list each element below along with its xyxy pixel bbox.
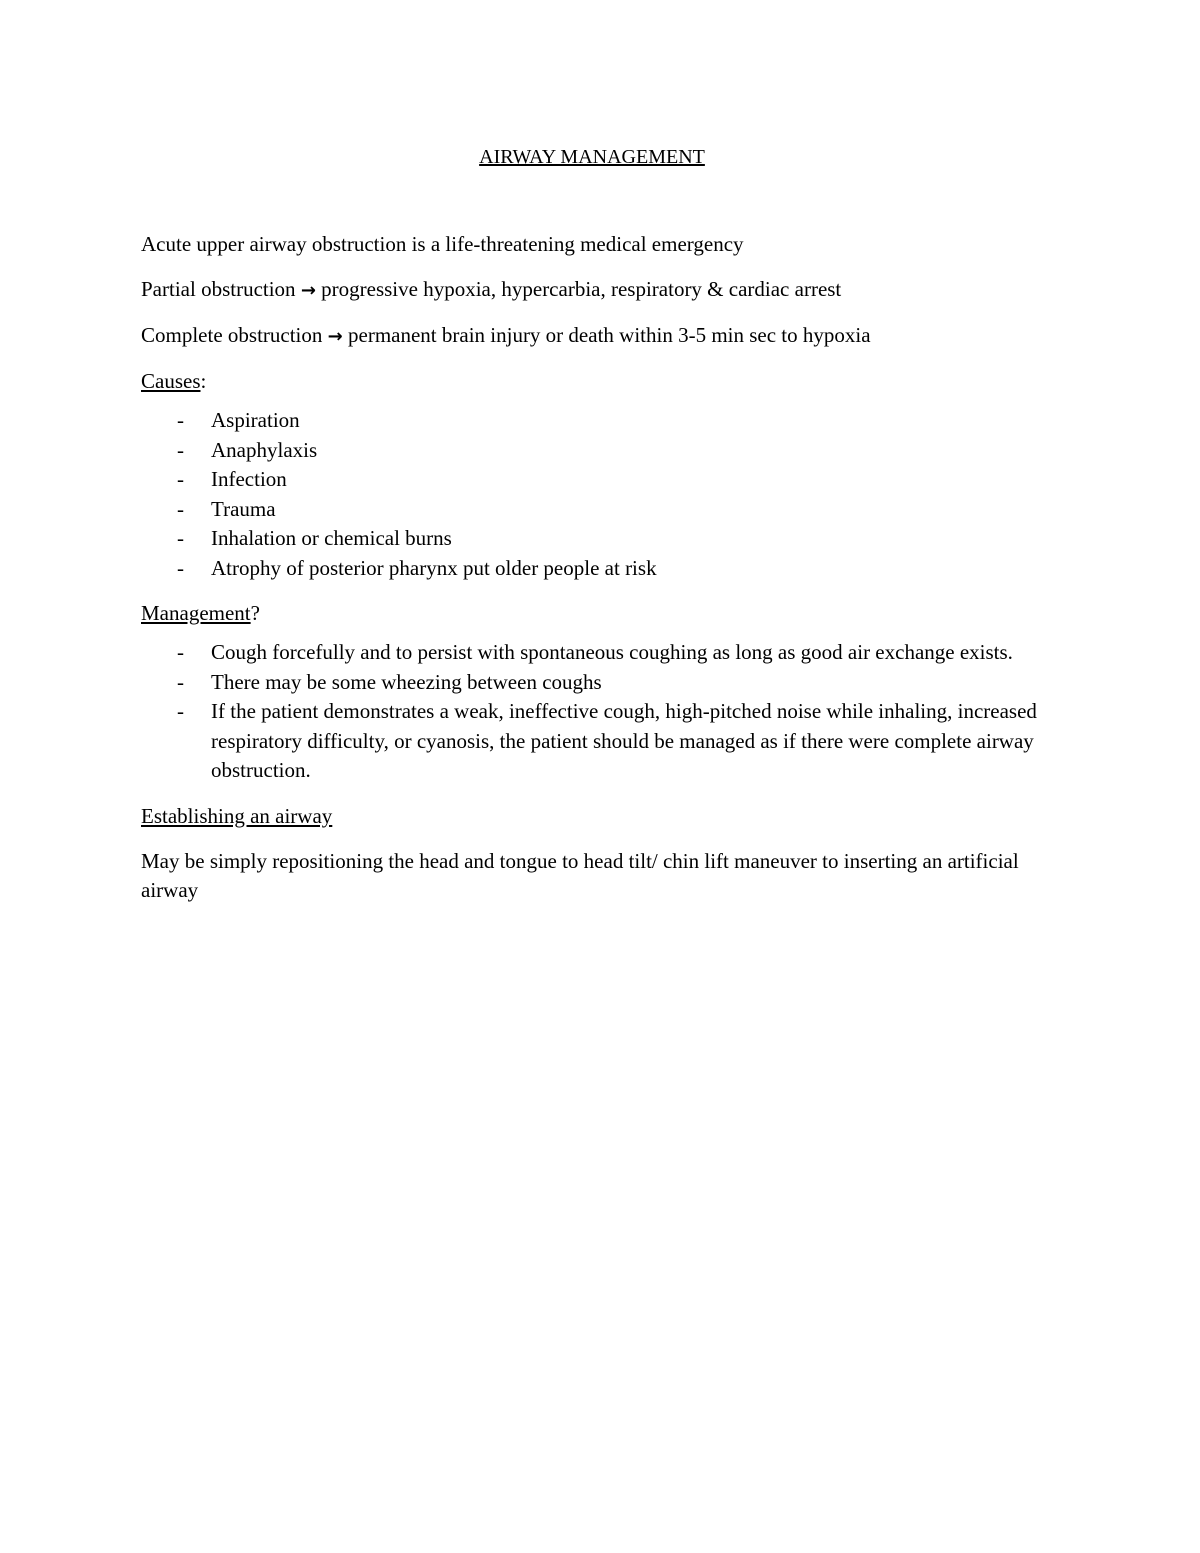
management-heading bbox=[141, 599, 1061, 628]
document-body bbox=[141, 143, 1061, 921]
list-item-text: Atrophy of posterior pharynx put older people at risk bbox=[211, 555, 657, 580]
list-item bbox=[141, 465, 1061, 495]
dash-marker: - bbox=[177, 526, 184, 550]
right-arrow-icon: → bbox=[300, 280, 316, 301]
list-item bbox=[141, 524, 1061, 554]
list-item-text: Infection bbox=[211, 467, 287, 491]
dash-marker: - bbox=[177, 437, 184, 462]
dash-marker: - bbox=[177, 555, 184, 580]
list-item-text: If the patient demonstrates a weak, ineffective cough, high-pitched noise while inhaling, increased respiratory difficulty, or cyanosis, the patient should be managed as if there were complete airway obstruction. bbox=[211, 699, 1037, 782]
list-item bbox=[141, 406, 1061, 436]
complete-obstruction-lead: Complete obstruction bbox=[141, 323, 323, 347]
management-list bbox=[141, 638, 1061, 786]
management-heading-label: Management bbox=[141, 601, 251, 625]
dash-marker: - bbox=[177, 699, 184, 723]
complete-obstruction-line bbox=[141, 321, 1061, 351]
establishing-paragraph: May be simply repositioning the head and tongue to head tilt/ chin lift maneuver to inserting an artificial airway bbox=[141, 848, 1019, 902]
partial-obstruction-text: progressive hypoxia, hypercarbia, respiratory & cardiac arrest bbox=[321, 277, 842, 301]
list-item-text: Trauma bbox=[211, 496, 276, 521]
list-item-text: Aspiration bbox=[211, 408, 300, 432]
list-item bbox=[141, 668, 1061, 698]
dash-marker: - bbox=[177, 496, 184, 521]
list-item-text: Inhalation or chemical burns bbox=[211, 526, 452, 550]
document-title: AIRWAY MANAGEMENT bbox=[479, 146, 705, 168]
management-heading-suffix: ? bbox=[250, 601, 260, 625]
list-item bbox=[141, 554, 1061, 584]
dash-marker: - bbox=[177, 640, 184, 664]
establishing-heading bbox=[141, 802, 1061, 831]
dash-marker: - bbox=[177, 669, 184, 694]
list-item bbox=[141, 495, 1061, 525]
partial-obstruction-lead: Partial obstruction bbox=[141, 277, 296, 301]
complete-obstruction-text: permanent brain injury or death within 3-5 min sec to hypoxia bbox=[348, 323, 871, 347]
list-item-text: Cough forcefully and to persist with spontaneous coughing as long as good air exchange exists. bbox=[211, 640, 1013, 664]
list-item bbox=[141, 697, 1061, 786]
partial-obstruction-line bbox=[141, 275, 1061, 305]
list-item-text: Anaphylaxis bbox=[211, 437, 318, 462]
list-item-text: There may be some wheezing between coughs bbox=[211, 669, 602, 694]
causes-heading bbox=[141, 367, 1061, 396]
dash-marker: - bbox=[177, 467, 184, 491]
intro-paragraph: Acute upper airway obstruction is a life-threatening medical emergency bbox=[141, 232, 744, 256]
causes-list bbox=[141, 406, 1061, 583]
causes-heading-label: Causes bbox=[141, 369, 201, 393]
list-item bbox=[141, 436, 1061, 466]
causes-heading-suffix: : bbox=[200, 369, 207, 393]
list-item bbox=[141, 638, 1061, 668]
establishing-heading-label: Establishing an airway bbox=[141, 803, 333, 828]
dash-marker: - bbox=[177, 408, 184, 432]
right-arrow-icon: → bbox=[327, 326, 343, 347]
